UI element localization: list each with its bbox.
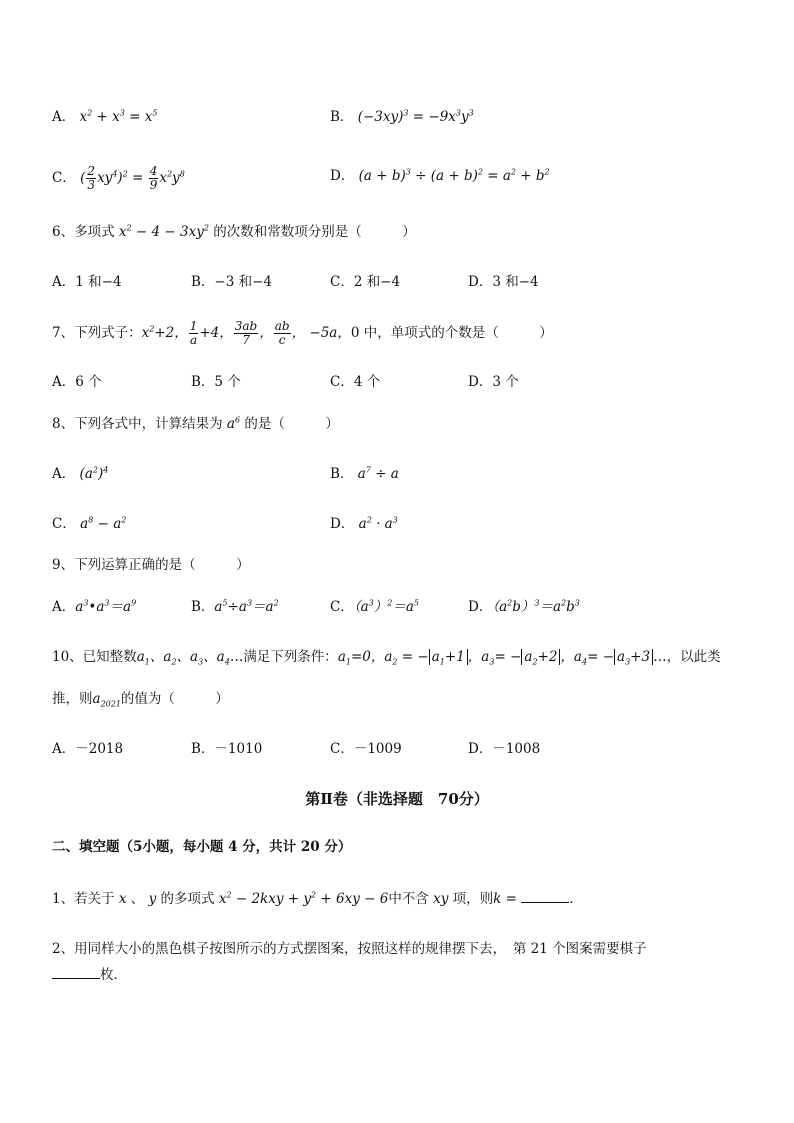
fill1-k: k [493, 891, 502, 907]
q10-option-d[interactable]: D．－1008 [468, 741, 541, 757]
fill1-xy: xy [433, 891, 449, 907]
q8-option-b[interactable]: B． $a^7 \div a$ [330, 465, 399, 482]
section-title: 第Ⅱ卷（非选择题 70分） [305, 790, 489, 808]
q8-option-a[interactable]: A． $(a^2)^4$ [52, 465, 109, 482]
q8-option-d-math: $a^2 \cdot a^3$ [358, 515, 398, 532]
q9-option-d[interactable]: D．$(a^2b)^3=a^2b^3$ [468, 598, 580, 615]
fill-question-1: 1、若关于 x 、 y 的多项式 $x^2 - 2kxy + y^2 + 6xy - 6$中不含 xy 项，则k = ． [52, 890, 583, 907]
q6-option-b[interactable]: B．−3 和−4 [191, 274, 273, 290]
fill-question-2-line2: 枚． [52, 966, 127, 984]
q7-option-c[interactable]: C．4 个 [330, 374, 381, 390]
q7-expr-1: $x^2+2$， $\frac{1}{a}$ +4， $\frac{3ab}{7}$ ， $\frac{ab}{c}$ ， −5a [141, 319, 338, 347]
q6-polynomial: $x^2 - 4 - 3xy^2$ [118, 223, 209, 240]
fill-question-2: 2、用同样大小的黑色棋子按图所示的方式摆图案，按照这样的规律摆下去， 第 21 个图案需要棋子 [52, 941, 647, 957]
q9-option-b-math: $a^5\div a^3=a^2$ [214, 598, 279, 615]
q5-option-b[interactable]: B． $(-3xy)^3 = -9x^3y^3$ [330, 108, 474, 125]
q9-option-a[interactable]: A．$a^3•a^3=a^9$ [52, 598, 137, 615]
q5-option-c-math: ( $\frac{2}{3}$ $xy^4)^2$ = $\frac{4}{9}$ $x^2y^8$ [80, 164, 185, 192]
q7-option-d[interactable]: D．3 个 [468, 374, 519, 390]
q9-option-d-math: $(a^2b)^3=a^2b^3$ [492, 598, 580, 615]
q8-option-b-math: $a^7 \div a$ [357, 465, 399, 482]
q9-option-c-math: $(a^3)^2=a^5$ [353, 598, 419, 615]
q6-option-a[interactable]: A．1 和−4 [52, 274, 122, 290]
q9-option-a-math: $a^3•a^3=a^9$ [75, 598, 137, 615]
fill1-var-y: y [148, 891, 157, 907]
fill1-polynomial: $x^2 - 2kxy + y^2 + 6xy - 6$ [218, 890, 389, 907]
q10-sequence: $a_1$、$a_2$、$a_3$、$a_4\dots$ [136, 649, 244, 667]
q5-option-a-math: $x^2 + x^3 = x^5$ [79, 108, 158, 125]
q6-option-c[interactable]: C．2 和−4 [330, 274, 401, 290]
q9-option-c[interactable]: C．$(a^3)^2=a^5$ [330, 598, 419, 615]
q10-stem-line2: 推，则$a_{2021}$的值为（ ） [52, 691, 229, 709]
q10-option-a[interactable]: A．－2018 [52, 741, 124, 757]
q10-stem: 10、已知整数$a_1$、$a_2$、$a_3$、$a_4\dots$满足下列条件：$a_1=0$，$a_2$ = − $a_1+1$ ，$a_3= - a_2+2$ ，$a_4= - a_3+3$ …，以此类 [52, 649, 721, 667]
fill1-vars: x [118, 891, 127, 907]
q5-option-c[interactable]: C． ( $\frac{2}{3}$ $xy^4)^2$ = $\frac{4}{9}$ $x^2y^8$ [52, 164, 185, 192]
q9-stem: 9、下列运算正确的是（ ） [52, 557, 250, 573]
q10-conditions: $a_1=0$，$a_2$ = − $a_1+1$ ，$a_3= - a_2+2$ ，$a_4= - a_3+3$ … [337, 649, 667, 667]
q7-stem: 7、下列式子：$x^2+2$， $\frac{1}{a}$ +4， $\frac{3ab}{7}$ ， $\frac{ab}{c}$ ， −5a，0 中，单项式的个数是（ ） [52, 319, 553, 347]
q10-a2021: $a_{2021}$ [92, 691, 121, 709]
q6-stem: 6、多项式 $x^2 - 4 - 3xy^2$ 的次数和常数项分别是（ ） [52, 223, 416, 240]
fill-heading: 二、填空题（5小题，每小题 4 分，共计 20 分） [52, 839, 352, 855]
q5-option-a[interactable]: A． $x^2 + x^3 = x^5$ [52, 108, 158, 125]
q8-option-c-math: $a^8 - a^2$ [80, 515, 127, 532]
q8-option-d[interactable]: D． $a^2 \cdot a^3$ [330, 515, 398, 532]
fill1-answer-blank[interactable] [521, 890, 569, 903]
q7-option-b[interactable]: B．5 个 [191, 374, 241, 390]
q8-target: $a^6$ [226, 415, 241, 432]
q10-option-b[interactable]: B．－1010 [191, 741, 263, 757]
q8-stem: 8、下列各式中，计算结果为 $a^6$ 的是（ ） [52, 415, 339, 432]
fill2-answer-blank[interactable] [52, 966, 100, 979]
q5-option-d[interactable]: D． $(a + b)^3 \div (a + b)^2 = a^2 + b^2$ [330, 167, 550, 184]
q5-option-d-math: $(a + b)^3 \div (a + b)^2 = a^2 + b^2$ [358, 167, 550, 184]
q7-option-a[interactable]: A．6 个 [52, 374, 102, 390]
q8-option-a-math: $(a^2)^4$ [79, 465, 109, 482]
q6-option-d[interactable]: D．3 和−4 [468, 274, 539, 290]
q9-option-b[interactable]: B．$a^5\div a^3=a^2$ [191, 598, 279, 615]
q10-option-c[interactable]: C．－1009 [330, 741, 402, 757]
q8-option-c[interactable]: C． $a^8 - a^2$ [52, 515, 127, 532]
q5-option-b-math: $(-3xy)^3 = -9x^3y^3$ [357, 108, 474, 125]
